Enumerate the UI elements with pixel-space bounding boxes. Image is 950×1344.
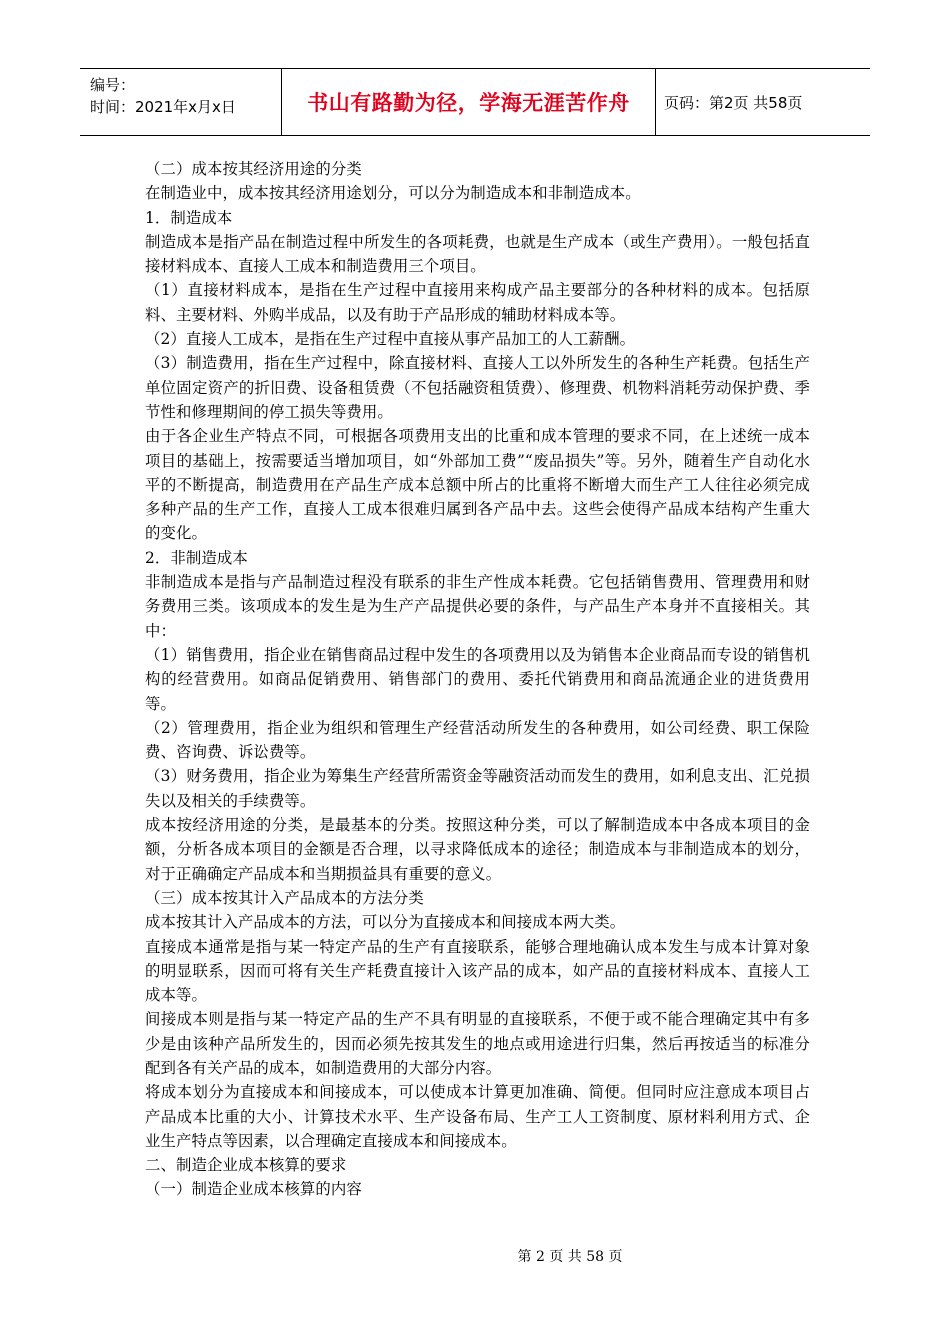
paragraph: 非制造成本是指与产品制造过程没有联系的非生产性成本耗费。它包括销售费用、管理费用和财务费用三类。该项成本的发生是为生产产品提供必要的条件，与产品生产本身并不直接相关。其中： bbox=[145, 573, 810, 640]
paragraph: 在制造业中，成本按其经济用途划分，可以分为制造成本和非制造成本。 bbox=[145, 184, 641, 203]
document-header bbox=[80, 68, 870, 136]
paragraph: 由于各企业生产特点不同，可根据各项费用支出的比重和成本管理的要求不同，在上述统一成本项目的基础上，按需要适当增加项目，如“外部加工费”“废品损失”等。另外，随着生产自动化水平的不断提高，制造费用在产品生产成本总额中所占的比重将不断增大而生产工人往往必须完成多种产品的生产工作，直接人工成本很难归属到各产品中去。这些会使得产品成本结构产生重大的变化。 bbox=[145, 427, 810, 543]
header-page-info: 页码：第2页 共58页 bbox=[664, 93, 803, 112]
paragraph: 制造成本是指产品在制造过程中所发生的各项耗费，也就是生产成本（或生产费用）。一般包括直接材料成本、直接人工成本和制造费用三个项目。 bbox=[145, 232, 810, 276]
subheading: 1．制造成本 bbox=[145, 208, 233, 227]
header-meta bbox=[80, 69, 282, 135]
page-footer: 第 2 页 共 58 页 bbox=[517, 1249, 623, 1265]
paragraph: （3）制造费用，指在生产过程中，除直接材料、直接人工以外所发生的各种生产耗费。包括生产单位固定资产的折旧费、设备租赁费（不包括融资租赁费）、修理费、机物料消耗劳动保护费、季节性和修理期间的停工损失等费用。 bbox=[145, 354, 810, 421]
paragraph: 间接成本则是指与某一特定产品的生产不具有明显的直接联系，不便于或不能合理确定其中有多少是由该种产品所发生的，因而必须先按其发生的地点或用途进行归集，然后再按适当的标准分配到各有关产品的成本，如制造费用的大部分内容。 bbox=[145, 1010, 810, 1077]
paragraph: （2）直接人工成本，是指在生产过程中直接从事产品加工的人工薪酬。 bbox=[145, 330, 636, 349]
document-body bbox=[145, 157, 810, 1202]
paragraph: 直接成本通常是指与某一特定产品的生产有直接联系，能够合理地确认成本发生与成本计算对象的明显联系，因而可将有关生产耗费直接计入该产品的成本，如产品的直接材料成本、直接人工成本等。 bbox=[145, 937, 810, 1005]
subheading: 2．非制造成本 bbox=[145, 548, 248, 567]
number-label: 编号： bbox=[90, 76, 136, 94]
paragraph: 将成本划分为直接成本和间接成本，可以使成本计算更加准确、简便。但同时应注意成本项目占产品成本比重的大小、计算技术水平、生产设备布局、生产工人工资制度、原材料利用方式、企业生产特点等因素，以合理确定直接成本和间接成本。 bbox=[145, 1083, 810, 1150]
paragraph: （3）财务费用，指企业为筹集生产经营所需资金等融资活动而发生的费用，如利息支出、汇兑损失以及相关的手续费等。 bbox=[145, 767, 810, 810]
paragraph: 成本按经济用途的分类，是最基本的分类。按照这种分类，可以了解制造成本中各成本项目的金额，分析各成本项目的金额是否合理，以寻求降低成本的途径；制造成本与非制造成本的划分，对于正确确定产品成本和当期损益具有重要的意义。 bbox=[145, 816, 810, 883]
paragraph: （2）管理费用，指企业为组织和管理生产经营活动所发生的各种费用，如公司经费、职工保险费、咨询费、诉讼费等。 bbox=[145, 718, 810, 762]
chapter-heading: 二、制造企业成本核算的要求 bbox=[145, 1156, 347, 1175]
paragraph: （1）销售费用，指企业在销售商品过程中发生的各项费用以及为销售本企业商品而专设的销售机构的经营费用。如商品促销费用、销售部门的费用、委托代销费用和商品流通企业的进货费用等。 bbox=[145, 645, 810, 713]
paragraph: 成本按其计入产品成本的方法，可以分为直接成本和间接成本两大类。 bbox=[145, 913, 626, 932]
section-heading: （二）成本按其经济用途的分类 bbox=[145, 160, 362, 178]
paragraph: （1）直接材料成本，是指在生产过程中直接用来构成产品主要部分的各种材料的成本。包括原料、主要材料、外购半成品，以及有助于产品形成的辅助材料成本等。 bbox=[145, 281, 810, 324]
section-heading: （三）成本按其计入产品成本的方法分类 bbox=[145, 888, 424, 907]
header-motto: 书山有路勤为径，学海无涯苦作舟 bbox=[282, 69, 656, 135]
time-label: 时间：2021年x月x日 bbox=[90, 98, 236, 116]
section-heading: （一）制造企业成本核算的内容 bbox=[145, 1180, 362, 1199]
